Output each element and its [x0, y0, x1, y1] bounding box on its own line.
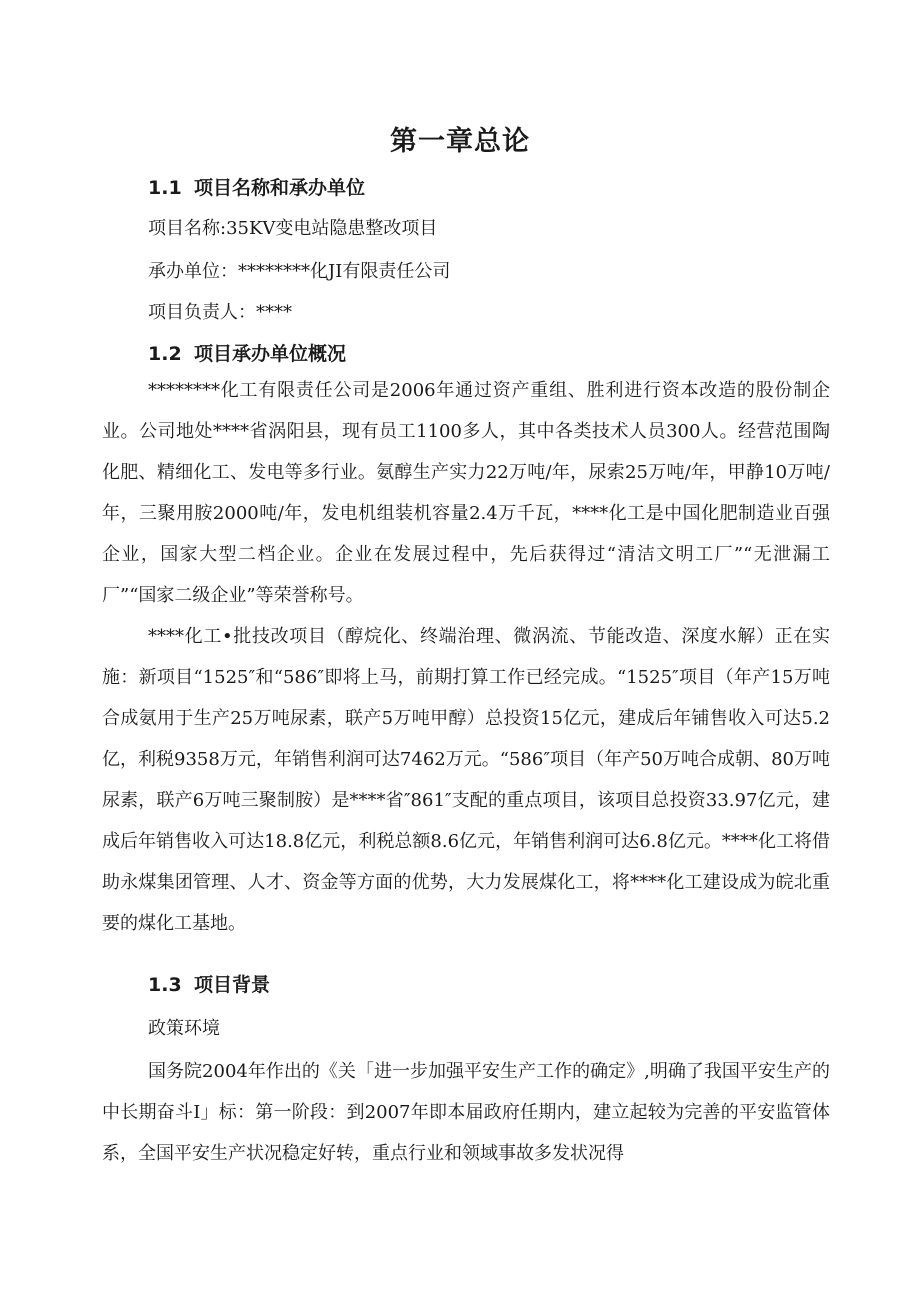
project-name-line: 项目名称:35KV变电站隐患整改项目 [148, 218, 438, 239]
policy-environment-subheading: 政策环境 [148, 1018, 220, 1039]
section-number: 1.2 [148, 343, 182, 365]
section-heading-1-3 [148, 970, 270, 997]
company-overview-paragraph: ********化工有限责任公司是2006年通过资产重组、胜利进行资本改造的股份制企业。公司地处****省涡阳县，现有员工1100多人，其中各类技术人员300人。经营范围陶化肥、精细化工、发电等多行业。氨醇生产实力22万吨/年，尿索25万吨/年，甲静10万吨/年，三聚用胺2000吨/年，发电机组装机容量2.4万千瓦，****化工是中国化肥制造业百强企业，国家大型二档企业。企业在发展过程中，先后获得过“清洁文明工厂”“无泄漏工厂”“国家二级企业”等荣誉称号。 [102, 380, 830, 606]
technical-projects-paragraph: ****化工•批技改项目（醇烷化、终端治理、微涡流、节能改造、深度水解）正在实施：新项目“1525″和“586″即将上马，前期打算工作已经完成。“1525″项目（年产15万吨合成氨用于生产25万吨尿素，联产5万吨甲醇）总投资15亿元，建成后年铺售收入可达5.2亿，利税9358万元，年销售利润可达7462万元。“586″项目（年产50万吨合成朝、80万吨尿素，联产6万吨三聚制胺）是****省″861″支配的重点项目，该项目总投资33.97亿元，建成后年销售收入可达18.8亿元，利税总额8.6亿元，年销售利润可达6.8亿元。****化工将借助永煤集团管理、人才、资金等方面的优势，大力发展煤化工，将****化工建设成为皖北重要的煤化工基地。 [102, 626, 830, 934]
section-number: 1.1 [148, 177, 182, 199]
section-title: 项目名称和承办单位 [194, 177, 366, 199]
section-title: 项目背景 [194, 974, 271, 996]
section-number: 1.3 [148, 974, 182, 996]
section-heading-1-1 [148, 173, 365, 200]
section-heading-1-2 [148, 339, 346, 366]
section-title: 项目承办单位概况 [194, 343, 347, 365]
project-leader-line: 项目负责人：**** [148, 302, 292, 323]
policy-paragraph: 国务院2004年作出的《关「进一步加强平安生产工作的确定》,明确了我国平安生产的中长期奋斗I」标：第一阶段：到2007年即本届政府任期内，建立起较为完善的平安监管体系，全国平安生产状况稳定好转，重点行业和领域事故多发状况得 [102, 1061, 830, 1164]
chapter-title: 第一章总论 [390, 126, 530, 157]
organizer-line: 承办单位：********化JI有限责任公司 [148, 261, 451, 282]
